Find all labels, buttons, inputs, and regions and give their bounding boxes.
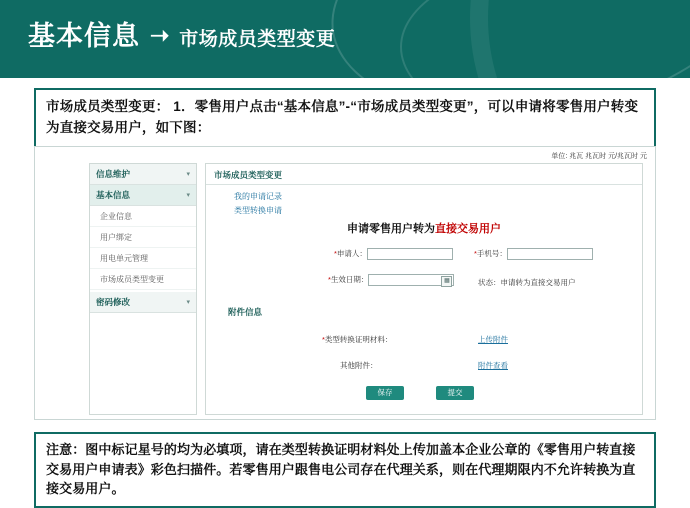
chevron-down-icon: ▾ xyxy=(186,192,190,199)
save-button[interactable]: 保存 xyxy=(366,386,404,400)
upload-attachment-link[interactable] xyxy=(478,334,508,345)
form-heading-highlight: 直接交易用户 xyxy=(435,223,501,235)
field-label-applicant: 申请人： xyxy=(336,249,367,258)
attachment-other-row xyxy=(340,360,378,371)
field-effective-date-row xyxy=(328,274,454,286)
submit-button[interactable]: 提交 xyxy=(436,386,474,400)
panel-divider xyxy=(206,184,642,185)
instruction-note-box xyxy=(34,88,656,149)
sidebar xyxy=(89,163,197,415)
page-subtitle: 市场成员类型变更 xyxy=(179,29,336,50)
sidebar-group-info-maintenance[interactable] xyxy=(90,164,196,185)
status-text: 状态：申请转为直接交易用户 xyxy=(478,278,576,287)
form-heading-prefix: 申请零售用户转为 xyxy=(347,223,435,235)
sidebar-item-enterprise-info[interactable]: 企业信息 xyxy=(90,206,196,227)
required-marker: * xyxy=(334,249,337,258)
chevron-down-icon: ▾ xyxy=(186,299,190,306)
attachment-label-proof: 类型转换证明材料： xyxy=(324,335,393,344)
field-applicant-row xyxy=(334,248,453,260)
link-type-change-application[interactable]: 类型转换申请 xyxy=(234,206,282,215)
form-heading xyxy=(206,220,642,236)
content-panel xyxy=(205,163,643,415)
effective-date-input[interactable] xyxy=(368,274,454,286)
sidebar-item-user-binding[interactable]: 用户绑定 xyxy=(90,227,196,248)
attachment-section-title: 附件信息 xyxy=(228,307,263,317)
chevron-down-icon: ▾ xyxy=(186,171,190,178)
application-screenshot xyxy=(34,146,656,420)
phone-input[interactable] xyxy=(507,248,593,260)
upload-attachment-label: 上传附件 xyxy=(478,335,508,344)
required-marker: * xyxy=(474,249,477,258)
sidebar-item-power-unit-management[interactable]: 用电单元管理 xyxy=(90,248,196,269)
required-marker: * xyxy=(322,335,325,344)
sidebar-group-label: 密码修改 xyxy=(96,297,131,307)
arrow-right-icon: ➝ xyxy=(150,22,170,48)
field-label-effective-date: 生效日期： xyxy=(330,275,369,284)
warning-note-text: 注意：图中标记星号的均为必填项，请在类型转换证明材料处上传加盖本企业公章的《零售用户转直接交易用户申请表》彩色扫描件。若零售用户跟售电公司存在代理关系，则在代理期限内不允许转换为直接交易用户。 xyxy=(46,442,636,496)
unit-label: 单位: 兆瓦 兆瓦时 元/兆瓦时 元 xyxy=(551,153,647,160)
sidebar-item-member-type-change[interactable]: 市场成员类型变更 xyxy=(90,269,196,290)
applicant-input[interactable] xyxy=(367,248,453,260)
link-my-applications[interactable]: 我的申请记录 xyxy=(234,192,282,201)
page-title: 基本信息 xyxy=(28,21,140,51)
warning-note-box xyxy=(34,432,656,508)
panel-title: 市场成员类型变更 xyxy=(214,170,283,180)
field-phone-row xyxy=(474,248,593,260)
view-attachment-link[interactable] xyxy=(478,360,508,371)
page-header-banner xyxy=(0,0,690,78)
banner-title-group xyxy=(28,14,335,53)
banner-decoration-arc-3 xyxy=(470,0,690,78)
sidebar-group-password-change[interactable] xyxy=(90,292,196,313)
instruction-note-text: 市场成员类型变更： 1．零售用户点击“基本信息”-“市场成员类型变更”，可以申请将零售用户转变为直接交易用户，如下图： xyxy=(46,99,639,135)
attachment-proof-row xyxy=(322,334,392,345)
field-label-phone: 手机号： xyxy=(476,249,507,258)
calendar-icon[interactable]: ▦ xyxy=(441,276,452,287)
sidebar-group-label: 信息维护 xyxy=(96,169,131,179)
sidebar-group-basic-info[interactable] xyxy=(90,185,196,206)
sidebar-group-label: 基本信息 xyxy=(96,190,131,200)
attachment-label-other: 其他附件： xyxy=(340,361,378,370)
view-attachment-label: 附件查看 xyxy=(478,361,508,370)
required-marker: * xyxy=(328,275,331,284)
